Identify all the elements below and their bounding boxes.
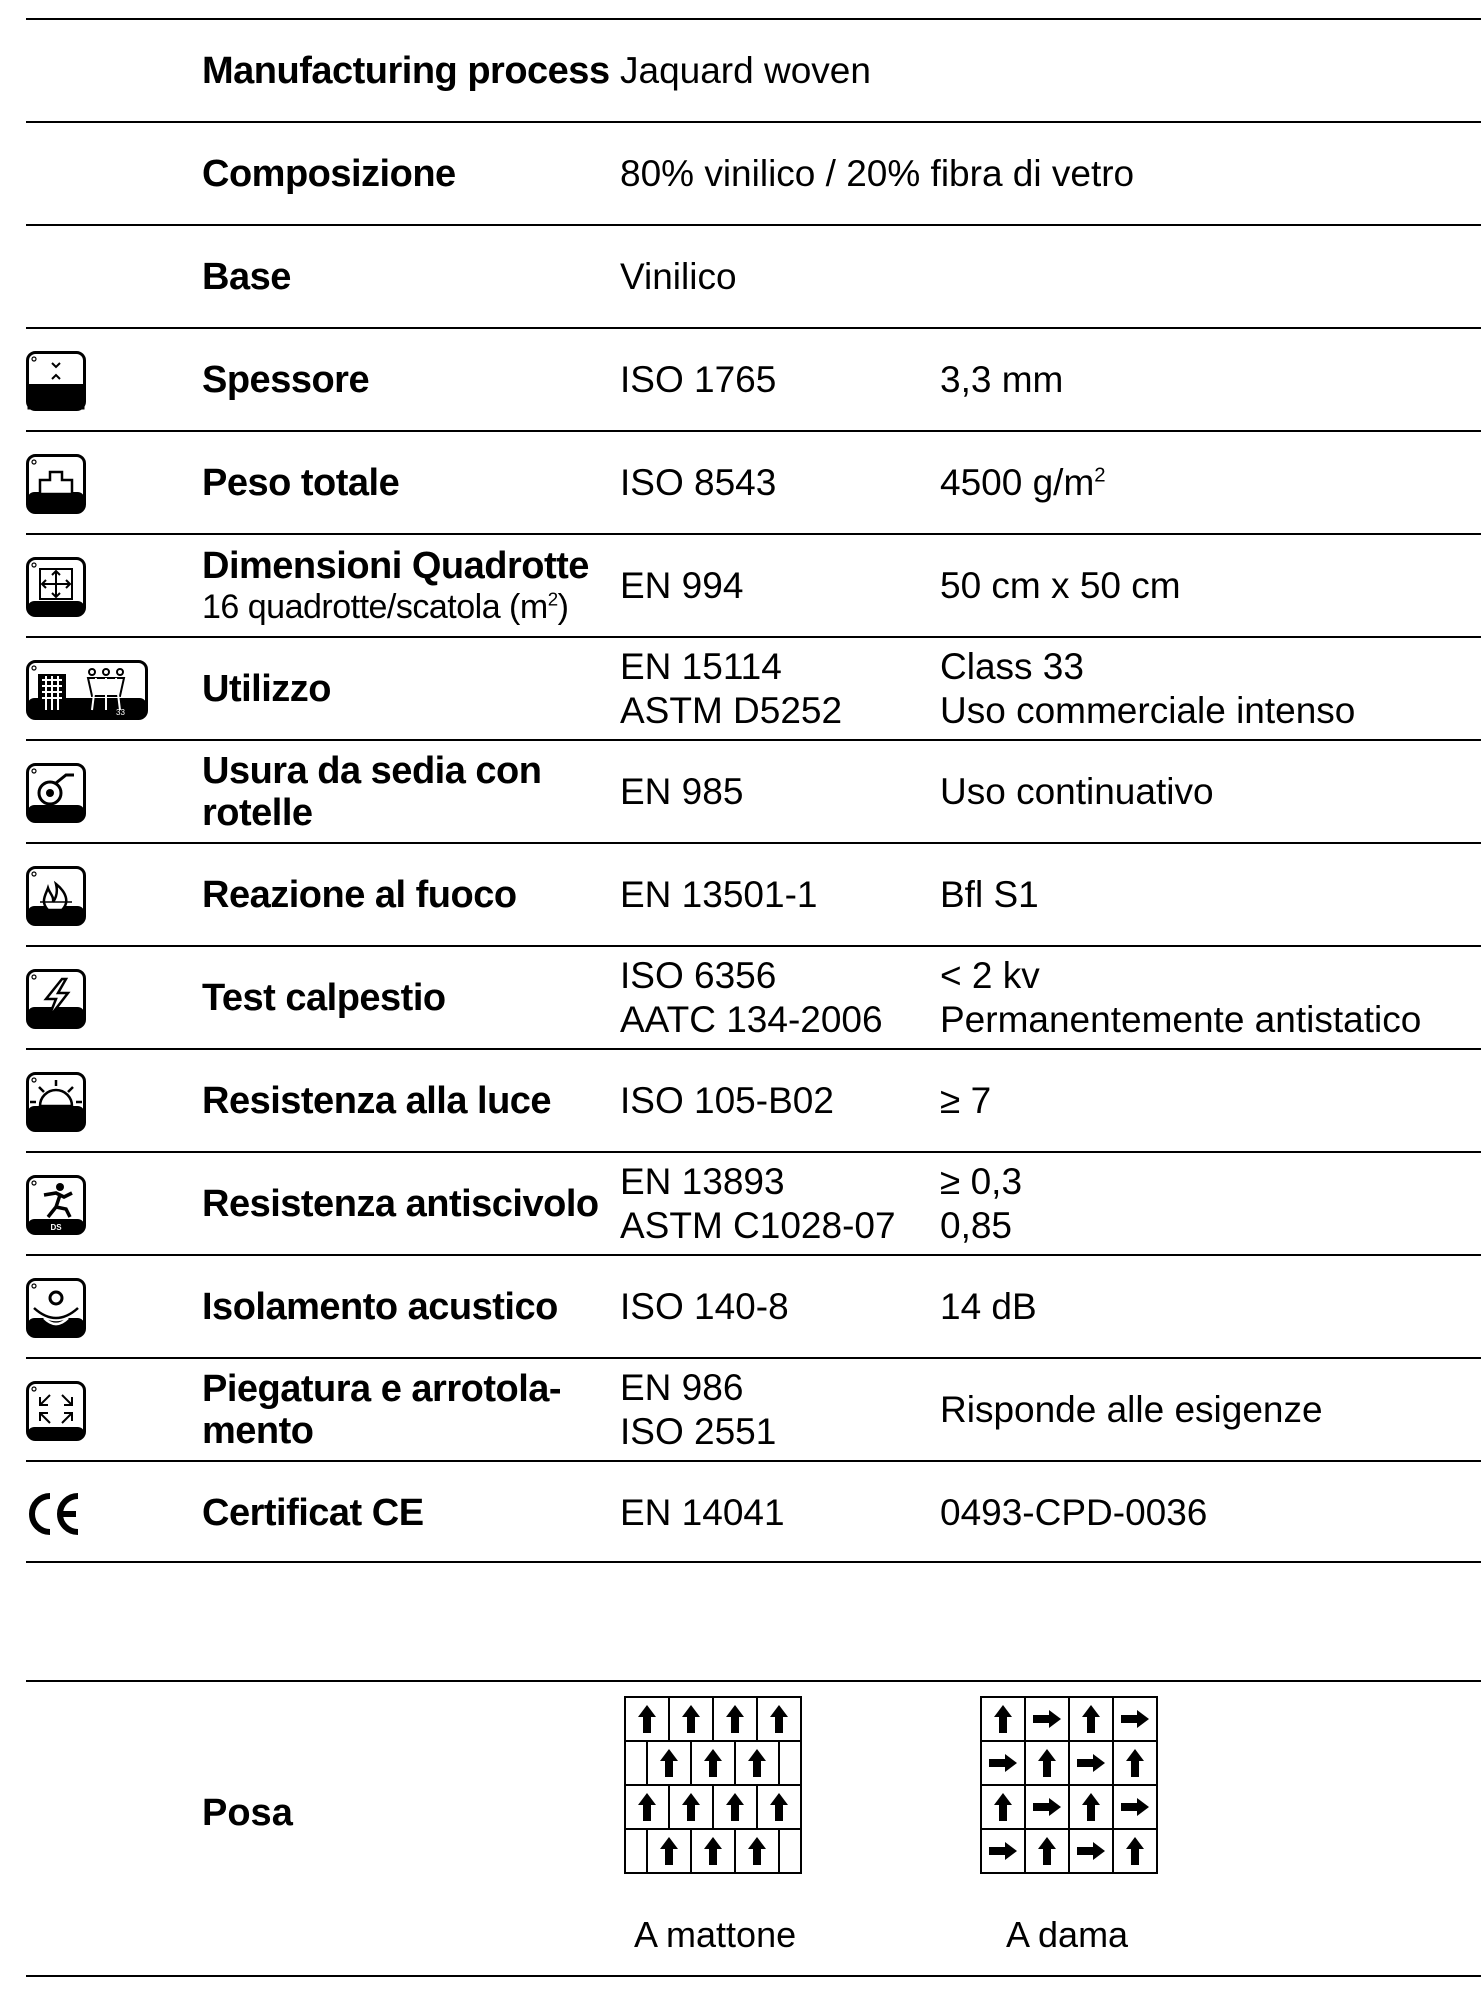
spec-standard (620, 1256, 920, 1357)
arrow-up-icon (770, 1793, 788, 1821)
text-line: Jaquard woven (620, 49, 871, 91)
text-line: Uso commerciale intenso (940, 689, 1356, 731)
spec-value (940, 1153, 1480, 1254)
dimensions-icon (26, 557, 86, 617)
arrow-up-icon (1126, 1837, 1144, 1865)
spec-value (940, 432, 1480, 533)
text-line: EN 985 (620, 770, 744, 812)
arrow-up-icon (682, 1705, 700, 1733)
arrow-up-icon (748, 1749, 766, 1777)
text-line: ASTM D5252 (620, 689, 843, 731)
spec-row (26, 842, 1481, 945)
spec-value (940, 1050, 1480, 1151)
arrow-right-icon (1121, 1798, 1149, 1816)
text-line: EN 15114 (620, 645, 782, 687)
spec-row (26, 1460, 1481, 1563)
arrow-up-icon (994, 1705, 1012, 1733)
ce-mark-icon (26, 1484, 86, 1544)
arrow-right-icon (1033, 1798, 1061, 1816)
spec-standard (620, 947, 920, 1048)
spec-label-line: Reazione al fuoco (202, 873, 517, 916)
arrow-up-icon (726, 1793, 744, 1821)
acoustic-icon (26, 1278, 86, 1338)
spec-label-line: Isolamento acustico (202, 1285, 558, 1328)
text-line: ≥ 0,3 (940, 1160, 1023, 1202)
checker-pattern-diagram (980, 1696, 1160, 1876)
text-line: ISO 140-8 (620, 1285, 789, 1327)
spec-label-line: mento (202, 1409, 314, 1452)
spec-label-line: Test calpestio (202, 976, 446, 1019)
spec-sublabel: 16 quadrotte/scatola $(m^2)$ (202, 587, 569, 626)
arrow-up-icon (1082, 1705, 1100, 1733)
text-line: 4500 $g/m^2$ (940, 461, 1106, 503)
checker-caption: A dama (1006, 1914, 1129, 1955)
slip-resistance-icon (26, 1175, 86, 1235)
spec-row (26, 945, 1481, 1048)
spec-label-line: Utilizzo (202, 667, 331, 710)
text-line: ISO 8543 (620, 461, 777, 503)
svg-text:33: 33 (116, 708, 125, 717)
text-line: AATC 134-2006 (620, 998, 883, 1040)
spec-row (26, 430, 1481, 533)
spec-label-line: Certificat CE (202, 1491, 424, 1534)
text-line: EN 13501-1 (620, 873, 818, 915)
spec-label-line: Resistenza alla luce (202, 1079, 552, 1122)
spec-standard (620, 1462, 920, 1563)
spec-label-line: Peso totale (202, 461, 400, 504)
posa-section (26, 1680, 1481, 1977)
castor-chair-icon (26, 763, 86, 823)
text-line: Uso continuativo (940, 770, 1214, 812)
weight-icon (26, 454, 86, 514)
arrow-up-icon (1038, 1837, 1056, 1865)
spec-standard (620, 432, 920, 533)
spec-label (202, 1256, 622, 1357)
text-line: EN 14041 (620, 1491, 785, 1533)
spec-row (26, 327, 1481, 430)
text-line: EN 13893 (620, 1160, 785, 1202)
spec-label-line: Piegatura e arrotola- (202, 1367, 562, 1410)
spec-row (26, 224, 1481, 327)
text-line: < 2 kv (940, 954, 1040, 996)
text-line: Vinilico (620, 255, 737, 297)
spec-value (620, 123, 1480, 224)
antistatic-icon (26, 969, 86, 1029)
arrow-up-icon (770, 1705, 788, 1733)
spec-row (26, 533, 1481, 636)
text-line: ISO 6356 (620, 954, 777, 996)
text-line: Class 33 (940, 645, 1084, 687)
spec-standard (620, 638, 920, 739)
spec-row (26, 739, 1481, 842)
arrow-up-icon (726, 1705, 744, 1733)
spec-label-line: Usura da sedia con rotelle (202, 749, 542, 834)
arrow-up-icon (704, 1837, 722, 1865)
spec-label-line: Base (202, 255, 291, 298)
spec-label (202, 1462, 622, 1563)
arrow-right-icon (1077, 1842, 1105, 1860)
spec-standard (620, 1153, 920, 1254)
posa-label: Posa (202, 1792, 293, 1834)
arrow-up-icon (660, 1749, 678, 1777)
spec-label (202, 1050, 622, 1151)
spec-label (202, 123, 622, 224)
spec-value (940, 844, 1480, 945)
arrow-right-icon (1033, 1710, 1061, 1728)
spec-table (26, 18, 1481, 1563)
arrow-right-icon (1121, 1710, 1149, 1728)
arrow-up-icon (660, 1837, 678, 1865)
usage-class-icon (26, 660, 148, 720)
spec-standard (620, 1359, 920, 1460)
spec-label (202, 20, 622, 121)
spec-row (26, 1151, 1481, 1254)
spec-standard (620, 329, 920, 430)
arrow-right-icon (1077, 1754, 1105, 1772)
spec-value (620, 20, 1480, 121)
fire-icon (26, 866, 86, 926)
spec-value (940, 1462, 1480, 1563)
text-line: 0,85 (940, 1204, 1013, 1246)
text-line: ≥ 7 (940, 1079, 992, 1121)
text-line: EN 994 (620, 564, 744, 606)
spec-standard (620, 1050, 920, 1151)
bending-icon (26, 1381, 86, 1441)
spec-label (202, 226, 622, 327)
arrow-up-icon (638, 1793, 656, 1821)
svg-text:DS: DS (50, 1223, 62, 1232)
arrow-up-icon (1082, 1793, 1100, 1821)
spec-standard (620, 741, 920, 842)
spec-value (940, 741, 1480, 842)
arrow-up-icon (1126, 1749, 1144, 1777)
arrow-right-icon (989, 1842, 1017, 1860)
spec-label (202, 844, 622, 945)
spec-row (26, 1254, 1481, 1357)
arrow-up-icon (682, 1793, 700, 1821)
spec-row (26, 636, 1481, 739)
text-line: ISO 1765 (620, 358, 777, 400)
spec-standard (620, 535, 920, 636)
arrow-up-icon (638, 1705, 656, 1733)
spec-label-line: Spessore (202, 358, 370, 401)
arrow-right-icon (989, 1754, 1017, 1772)
spec-label (202, 432, 622, 533)
spec-label-line: Manufacturing process (202, 49, 610, 92)
text-line: 14 dB (940, 1285, 1037, 1327)
arrow-up-icon (704, 1749, 722, 1777)
text-line: ASTM C1028-07 (620, 1204, 896, 1246)
spec-value (620, 226, 1480, 327)
spec-row (26, 1048, 1481, 1151)
spec-value (940, 329, 1480, 430)
spec-label (202, 638, 622, 739)
text-line: 3,3 mm (940, 358, 1064, 400)
spec-label (202, 329, 622, 430)
text-line: Bfl S1 (940, 873, 1039, 915)
spec-label-line: Dimensioni Quadrotte (202, 544, 589, 587)
text-line: EN 986 (620, 1366, 744, 1408)
arrow-up-icon (994, 1793, 1012, 1821)
text-line: 0493-CPD-0036 (940, 1491, 1208, 1533)
spec-value (940, 1359, 1480, 1460)
text-line: ISO 2551 (620, 1410, 777, 1452)
spec-label-line: Resistenza antiscivolo (202, 1182, 599, 1225)
spec-row (26, 121, 1481, 224)
text-line: 50 cm x 50 cm (940, 564, 1181, 606)
sun-icon (26, 1072, 86, 1132)
text-line: ISO 105-B02 (620, 1079, 834, 1121)
brick-pattern-diagram (624, 1696, 804, 1876)
spec-label-line: Composizione (202, 152, 456, 195)
text-line: Permanentemente antistatico (940, 998, 1422, 1040)
spec-value (940, 1256, 1480, 1357)
spec-value (940, 947, 1480, 1048)
spec-standard (620, 844, 920, 945)
spec-value (940, 638, 1480, 739)
brick-caption: A mattone (634, 1914, 797, 1955)
spec-label (202, 947, 622, 1048)
text-line: 80% vinilico / 20% fibra di vetro (620, 152, 1135, 194)
spec-label (202, 1359, 622, 1460)
text-line: Risponde alle esigenze (940, 1388, 1323, 1430)
spec-label (202, 741, 622, 842)
spec-row (26, 18, 1481, 121)
thickness-icon (26, 351, 86, 411)
spec-value (940, 535, 1480, 636)
spec-label (202, 535, 622, 636)
arrow-up-icon (748, 1837, 766, 1865)
spec-label (202, 1153, 622, 1254)
spec-row (26, 1357, 1481, 1460)
arrow-up-icon (1038, 1749, 1056, 1777)
